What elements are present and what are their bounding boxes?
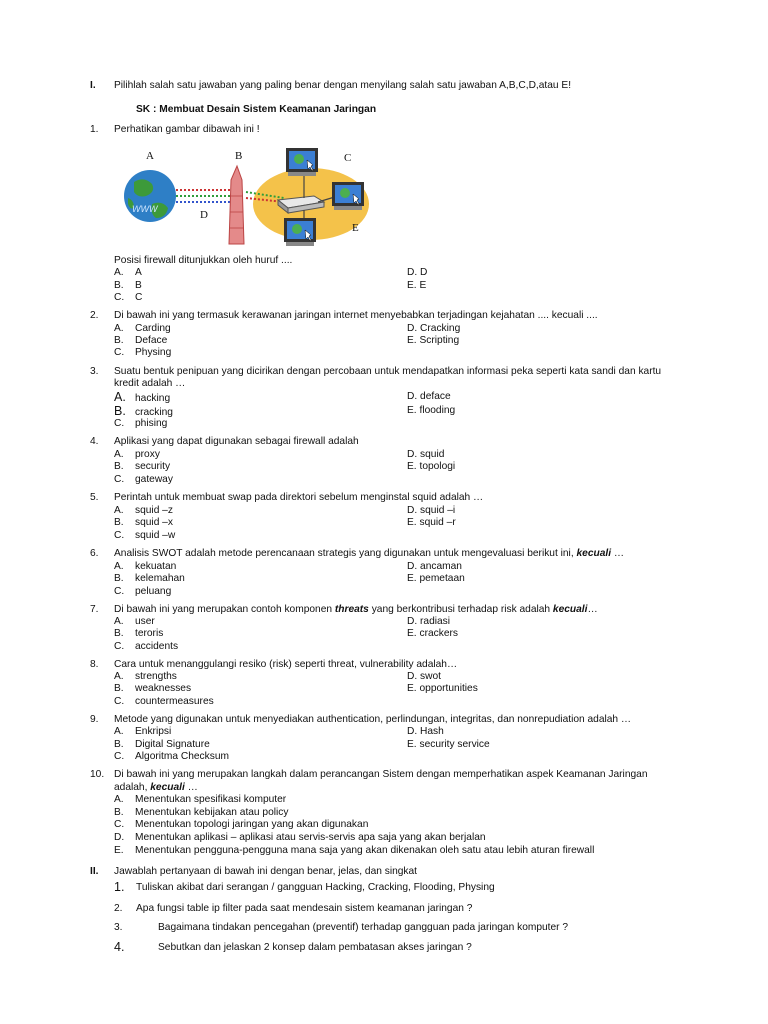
question-number: 2. xyxy=(90,310,99,321)
question-text: Di bawah ini yang merupakan langkah dalam perancangan Sistem dengan memperhatikan aspek Keamanan Jaringan xyxy=(114,769,648,780)
label-b: B xyxy=(235,150,243,162)
essay-number: 4. xyxy=(114,940,125,954)
option-d[interactable]: D. D xyxy=(407,267,428,278)
svg-text:WWW: WWW xyxy=(132,204,158,214)
option-e[interactable]: E. opportunities xyxy=(407,683,478,694)
option-a[interactable]: A. hacking xyxy=(114,390,171,404)
option-c[interactable]: C. C xyxy=(114,292,143,303)
option-d[interactable]: D. radiasi xyxy=(407,616,451,627)
section-1-instruction: Pilihlah salah satu jawaban yang paling benar dengan menyilang salah satu jawaban A,B,C,D,atau E! xyxy=(114,80,572,91)
option-c[interactable]: C. squid –w xyxy=(114,530,176,541)
computer-c-icon xyxy=(286,148,318,176)
question-text-cont: kredit adalah … xyxy=(114,378,186,389)
option-b[interactable]: B. weaknesses xyxy=(114,683,192,694)
computer-right-icon xyxy=(332,182,364,210)
option-d[interactable]: D. squid –i xyxy=(407,505,456,516)
option-d[interactable]: D. Hash xyxy=(407,726,444,737)
option-b[interactable]: B. cracking xyxy=(114,404,173,418)
question-text: Suatu bentuk penipuan yang dicirikan dengan percobaan untuk mendapatkan informasi peka seperti kata sandi dan kartu xyxy=(114,366,662,377)
globe-icon xyxy=(124,170,176,222)
option-c[interactable]: C. phising xyxy=(114,418,168,429)
question-number: 3. xyxy=(90,366,99,377)
option-a[interactable]: A. strengths xyxy=(114,671,177,682)
option-e[interactable]: E. Scripting xyxy=(407,335,460,346)
question-text: Di bawah ini yang merupakan contoh komponen threats yang berkontribusi terhadap risk adalah kecuali… xyxy=(114,604,598,615)
option-b[interactable]: B. Menentukan kebijakan atau policy xyxy=(114,807,289,818)
essay-number: 1. xyxy=(114,880,125,894)
option-e[interactable]: E. flooding xyxy=(407,405,456,416)
question-text: Perhatikan gambar dibawah ini ! xyxy=(114,124,260,135)
option-e[interactable]: E. E xyxy=(407,280,427,291)
section-2-instruction: Jawablah pertanyaan di bawah ini dengan benar, jelas, dan singkat xyxy=(114,866,418,877)
question-number: 6. xyxy=(90,548,99,559)
option-a[interactable]: A. A xyxy=(114,267,142,278)
option-a[interactable]: A. Menentukan spesifikasi komputer xyxy=(114,794,287,805)
option-e[interactable]: E. security service xyxy=(407,739,490,750)
label-a: A xyxy=(146,150,154,162)
option-b[interactable]: B. teroris xyxy=(114,628,164,639)
question-text: Aplikasi yang dapat digunakan sebagai firewall adalah xyxy=(114,436,359,447)
option-a[interactable]: A. user xyxy=(114,616,155,627)
option-b[interactable]: B. Deface xyxy=(114,335,168,346)
option-c[interactable]: C. countermeasures xyxy=(114,696,214,707)
option-a[interactable]: A. proxy xyxy=(114,449,160,460)
question-text: Posisi firewall ditunjukkan oleh huruf .... xyxy=(114,255,293,266)
question-number: 9. xyxy=(90,714,99,725)
option-c[interactable]: C. Algoritma Checksum xyxy=(114,751,229,762)
option-b[interactable]: B. squid –x xyxy=(114,517,173,528)
option-b[interactable]: B. Digital Signature xyxy=(114,739,210,750)
question-number: 5. xyxy=(90,492,99,503)
question-text: Cara untuk menanggulangi resiko (risk) seperti threat, vulnerability adalah… xyxy=(114,659,458,670)
question-text: Metode yang digunakan untuk menyediakan authentication, perlindungan, integritas, dan nonrepudiation adalah … xyxy=(114,714,632,725)
option-e[interactable]: E. Menentukan pengguna-pengguna mana saja yang akan dikenakan oleh satu atau lebih aturan firewall xyxy=(114,845,595,856)
computer-bottom-icon xyxy=(284,218,316,246)
option-d[interactable]: D. squid xyxy=(407,449,445,460)
option-d[interactable]: D. deface xyxy=(407,391,451,402)
section-2-number: II. xyxy=(90,866,99,877)
question-text-cont: adalah, kecuali … xyxy=(114,782,198,793)
option-e[interactable]: E. topologi xyxy=(407,461,456,472)
question-number: 4. xyxy=(90,436,99,447)
essay-number: 2. xyxy=(114,903,123,914)
option-d[interactable]: D. Cracking xyxy=(407,323,461,334)
essay-question: Sebutkan dan jelaskan 2 konsep dalam pembatasan akses jaringan ? xyxy=(158,942,472,953)
question-number: 1. xyxy=(90,124,99,135)
option-e[interactable]: E. crackers xyxy=(407,628,458,639)
question-text: Perintah untuk membuat swap pada direktori sebelum menginstal squid adalah … xyxy=(114,492,484,503)
option-a[interactable]: A. kekuatan xyxy=(114,561,177,572)
option-c[interactable]: C. accidents xyxy=(114,641,179,652)
option-d[interactable]: D. Menentukan aplikasi – aplikasi atau servis-servis apa saja yang akan berjalan xyxy=(114,832,486,843)
option-e[interactable]: E. pemetaan xyxy=(407,573,465,584)
essay-question: Apa fungsi table ip filter pada saat mendesain sistem keamanan jaringan ? xyxy=(136,903,473,914)
label-d: D xyxy=(200,209,208,221)
option-c[interactable]: C. peluang xyxy=(114,586,172,597)
option-d[interactable]: D. swot xyxy=(407,671,441,682)
question-number: 8. xyxy=(90,659,99,670)
option-b[interactable]: B. security xyxy=(114,461,171,472)
question-text: Analisis SWOT adalah metode perencanaan strategis yang digunakan untuk mengevaluasi berikut ini, kecuali … xyxy=(114,548,625,559)
option-c[interactable]: C. Menentukan topologi jaringan yang akan digunakan xyxy=(114,819,369,830)
option-a[interactable]: A. Carding xyxy=(114,323,171,334)
question-number: 7. xyxy=(90,604,99,615)
firewall-icon xyxy=(229,166,244,244)
essay-question: Bagaimana tindakan pencegahan (preventif) terhadap gangguan pada jaringan komputer ? xyxy=(158,922,569,933)
option-c[interactable]: C. Physing xyxy=(114,347,172,358)
question-text: Di bawah ini yang termasuk kerawanan jaringan internet menyebabkan terjadingan kejahatan .... kecuali .... xyxy=(114,310,598,321)
essay-number: 3. xyxy=(114,922,123,933)
network-diagram xyxy=(118,146,378,252)
competency-standard: SK : Membuat Desain Sistem Keamanan Jaringan xyxy=(136,104,377,115)
option-c[interactable]: C. gateway xyxy=(114,474,173,485)
label-c: C xyxy=(344,152,352,164)
label-e: E xyxy=(352,222,359,234)
option-b[interactable]: B. kelemahan xyxy=(114,573,185,584)
option-a[interactable]: A. Enkripsi xyxy=(114,726,172,737)
option-e[interactable]: E. squid –r xyxy=(407,517,456,528)
essay-question: Tuliskan akibat dari serangan / gangguan Hacking, Cracking, Flooding, Physing xyxy=(136,882,495,893)
section-1-number: I. xyxy=(90,80,96,91)
question-number: 10. xyxy=(90,769,105,780)
option-b[interactable]: B. B xyxy=(114,280,142,291)
option-a[interactable]: A. squid –z xyxy=(114,505,173,516)
option-d[interactable]: D. ancaman xyxy=(407,561,462,572)
